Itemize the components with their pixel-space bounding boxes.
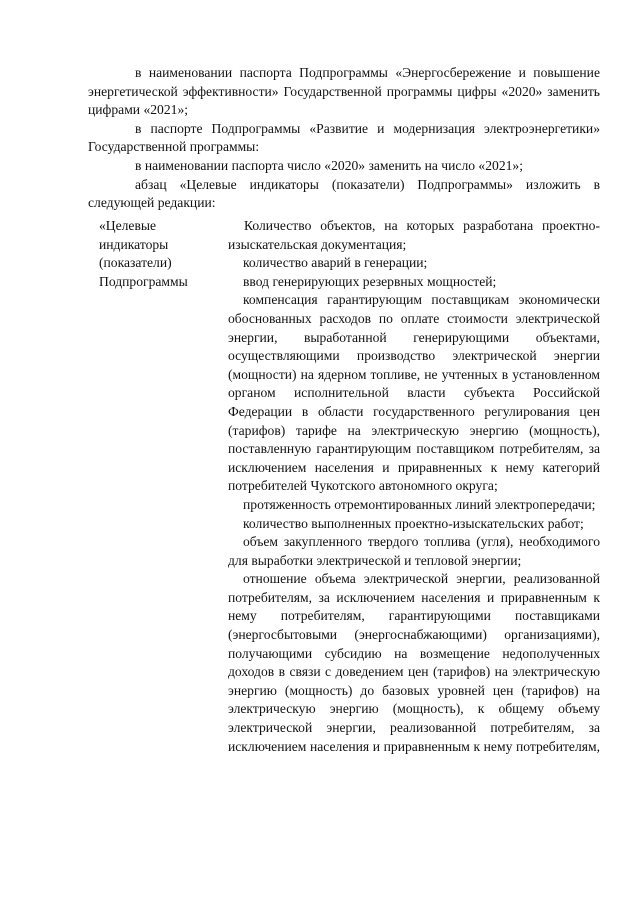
indicators-label-cell (99, 217, 219, 291)
paragraph-indicators-edition: абзац «Целевые индикаторы (показатели) Подпрограммы» изложить в следующей редакции: (88, 176, 600, 211)
amendment-text (88, 64, 600, 213)
paragraph-rename-energy-saving: в наименовании паспорта Подпрограммы «Энергосбережение и повышение энергетической эффективности» Государственной программы цифры «2020» заменить цифрами «2021»; (88, 65, 600, 118)
paragraph-rename-year: в наименовании паспорта число «2020» заменить на число «2021»; (135, 157, 523, 173)
indicator-item: компенсация гарантирующим поставщикам экономически обоснованных расходов по оплате стоимости электрической энергии, выработанной генерирующими объектами, осуществляющими производство электрической энергии (мощности) на ядерном топливе, не учтенных в установленном органом исполнительной власти субъекта Российской Федерации в области государственного регулирования цен (тарифов) тарифе на электрическую энергию (мощность), поставленную гарантирующим поставщиком потребителям, за исключением населения и приравненных к нему категорий потребителей Чукотского автономного округа; (228, 292, 600, 494)
indicator-item: ввод генерирующих резервных мощностей; (243, 273, 497, 289)
indicator-item: протяженность отремонтированных линий электропередачи; (243, 496, 596, 512)
label-line: (показатели) (99, 255, 172, 271)
label-line: «Целевые (99, 218, 157, 233)
indicator-item: количество выполненных проектно-изыскательских работ; (243, 515, 584, 531)
paragraph-passport-electric-power: в паспорте Подпрограммы «Развитие и модернизация электроэнергетики» Государственной программы: (88, 120, 600, 155)
indicator-item: отношение объема электрической энергии, реализованной потребителям, за исключением населения и приравненным к нему потребителям, гарантирующими поставщиками (энергосбытовыми (энергоснабжающими) организациями), получающими субсидию на возмещение недополученных доходов в связи с доведением цен (тарифов) на электрическую энергию (мощность) до базовых уровней цен (тарифов) на электрическую энергию (мощность), к общему объему электрической энергии, реализованной потребителям, за исключением населения и приравненным к нему потребителям, (228, 571, 600, 754)
indicator-item: количество аварий в генерации; (243, 255, 428, 271)
label-line: Подпрограммы (99, 273, 188, 289)
indicators-list-cell (228, 217, 600, 756)
indicator-item: объем закупленного твердого топлива (угля), необходимого для выработки электрической и тепловой энергии; (228, 534, 600, 568)
label-line: индикаторы (99, 236, 169, 252)
indicator-item: Количество объектов, на которых разработана проектно-изыскательская документация; (228, 218, 600, 252)
